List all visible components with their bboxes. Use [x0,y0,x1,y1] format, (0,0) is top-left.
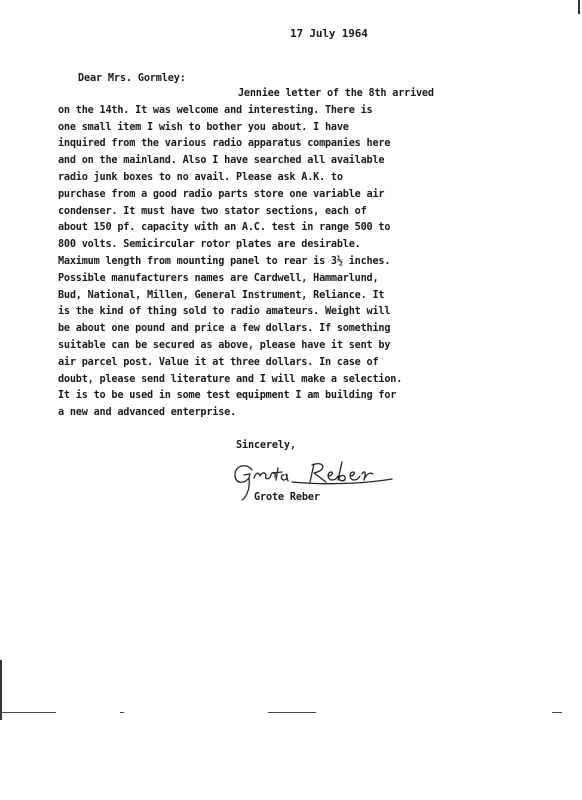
body-line: about 150 pf. capacity with an A.C. test in range 500 to [58,222,391,234]
scan-line [268,712,316,713]
signer-name: Grote Reber [254,492,320,503]
scan-edge-mark [578,0,580,14]
scan-edge-mark [0,660,2,720]
body-line: one small item I wish to bother you about. I have [58,121,349,133]
letter-date: 17 July 1964 [290,27,368,40]
body-line: is the kind of thing sold to radio amateurs. Weight will [58,306,391,318]
body-line: purchase from a good radio parts store one variable air [58,188,385,200]
letter-body [58,86,434,422]
body-line: Possible manufacturers names are Cardwell, Hammarlund, [58,272,379,284]
body-line: condenser. It must have two stator sections, each of [58,205,367,217]
body-line: suitable can be secured as above, please have it sent by [58,339,391,351]
salutation: Dear Mrs. Gormley: [78,73,186,84]
scan-line [120,712,124,713]
body-line: a new and advanced enterprise. [58,407,237,419]
body-line: radio junk boxes to no avail. Please ask A.K. to [58,171,343,183]
body-line: air parcel post. Value it at three dollars. In case of [58,356,379,368]
body-line: inquired from the various radio apparatus companies here [58,138,391,150]
body-line: doubt, please send literature and I will make a selection. [58,373,403,385]
body-line: It is to be used in some test equipment I am building for [58,390,397,402]
body-line: and on the mainland. Also I have searched all available [58,155,385,167]
scan-line [552,712,562,713]
body-line: be about one pound and price a few dollars. If something [58,323,391,335]
body-line: on the 14th. It was welcome and interesting. There is [58,104,373,116]
body-line: Jenniee letter of the 8th arrived [238,88,434,99]
body-line: Bud, National, Millen, General Instrument, Reliance. It [58,289,385,301]
closing: Sincerely, [236,440,296,451]
scan-line [0,712,56,713]
body-line: Maximum length from mounting panel to rear is 3½ inches. [58,255,391,267]
body-line: 800 volts. Semicircular rotor plates are desirable. [58,239,361,251]
